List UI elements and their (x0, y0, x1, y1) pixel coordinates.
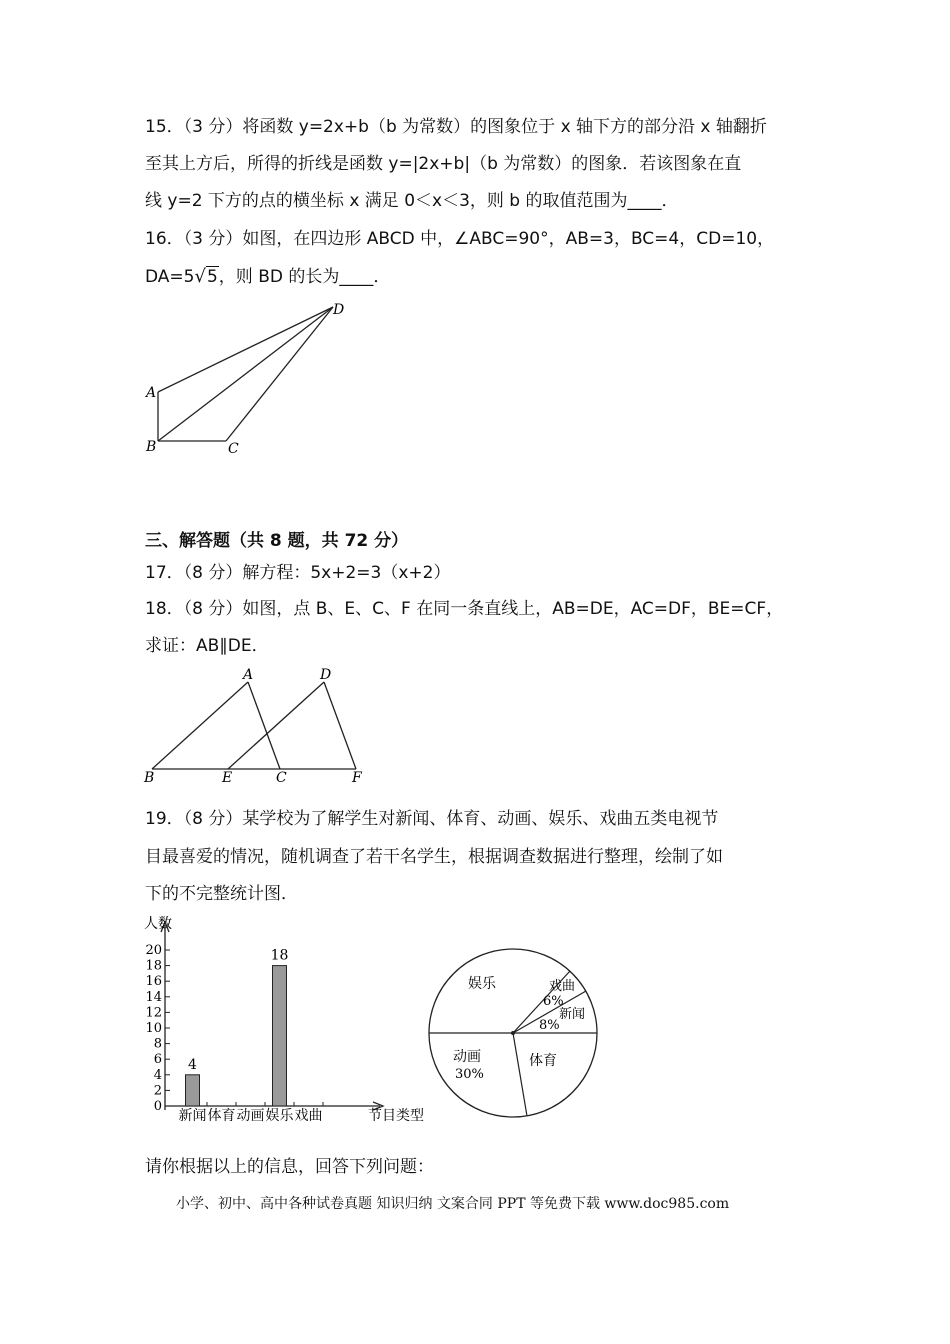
y-tick-label: 10 (145, 1021, 162, 1036)
y-tick-label: 12 (145, 1005, 162, 1021)
q16-quadrilateral-figure (140, 295, 360, 465)
y-tick-label: 6 (153, 1052, 162, 1068)
category-label: 戏曲 (294, 1108, 323, 1124)
q17-line-1: 17．（8 分）解方程：5x+2=3（x+2） (145, 563, 451, 583)
label-a: A (146, 385, 157, 401)
q18-line-2: 求证：AB∥DE． (145, 636, 269, 656)
q19-after-text: 请你根据以上的信息，回答下列问题： (145, 1157, 434, 1177)
label-f: F (352, 770, 362, 786)
q16-da-prefix: DA=5 (145, 267, 195, 287)
q19-line-3: 下的不完整统计图． (145, 884, 298, 904)
y-tick-label: 8 (153, 1036, 162, 1052)
q18-line-1: 18．（8 分）如图，点 B、E、C、F 在同一条直线上，AB=DE，AC=DF，BE=CF， (145, 599, 784, 619)
slice-label-donghua: 动画 (453, 1049, 481, 1065)
pie-divider-4 (513, 1033, 527, 1116)
sqrt-symbol: √ (194, 266, 206, 287)
y-tick-label: 14 (145, 989, 162, 1005)
label-b: B (144, 770, 155, 786)
bar (273, 966, 287, 1106)
bar-data-label: 4 (188, 1056, 197, 1073)
y-tick-label: 16 (145, 974, 162, 990)
y-tick-label: 0 (153, 1099, 162, 1114)
label-c: C (228, 441, 239, 457)
bar (186, 1075, 200, 1106)
category-label: 新闻 (178, 1108, 207, 1124)
y-tick-label: 18 (145, 958, 162, 974)
label-e: E (222, 770, 233, 786)
q18-triangles-figure (140, 665, 380, 790)
q16-line-1: 16．（3 分）如图，在四边形 ABCD 中，∠ABC=90°，AB=3，BC=4，CD=10， (145, 229, 775, 249)
section-3-title: 三、解答题（共 8 题，共 72 分） (145, 531, 409, 551)
edge-da (158, 307, 333, 392)
segment-df (324, 682, 356, 769)
q16-line-2 (145, 268, 390, 286)
q15-line-2: 至其上方后，所得的折线是函数 y=|2x+b|（b 为常数）的图象．若该图象在直 (145, 154, 742, 174)
edge-cd (226, 307, 333, 441)
slice-label-tiyu: 体育 (529, 1053, 557, 1069)
x-axis-label: 节目类型 (368, 1108, 424, 1124)
y-tick-label: 4 (153, 1067, 162, 1083)
sqrt-radicand: 5 (206, 267, 218, 287)
category-label: 娱乐 (265, 1108, 294, 1124)
q19-line-2: 目最喜爱的情况，随机调查了若干名学生，根据调查数据进行整理，绘制了如 (145, 847, 723, 867)
q15-line-3: 线 y=2 下方的点的横坐标 x 满足 0＜x＜3，则 b 的取值范围为____． (145, 191, 679, 211)
label-a: A (243, 667, 254, 683)
label-d: D (333, 302, 345, 318)
bar-data-label: 18 (270, 947, 289, 964)
q16-line-2-suffix: ，则 BD 的长为____． (218, 267, 391, 287)
slice-label-xiqu: 戏曲 (549, 979, 576, 994)
slice-pct-xiqu: 6% (543, 994, 564, 1009)
category-label: 体育 (207, 1108, 236, 1124)
segment-ab (152, 682, 248, 769)
q15-line-1: 15．（3 分）将函数 y=2x+b（b 为常数）的图象位于 x 轴下方的部分沿 x 轴翻折 (145, 117, 767, 137)
label-c: C (276, 770, 287, 786)
page-footer: 小学、初中、高中各种试卷真题 知识归纳 文案合同 PPT 等免费下载 www.doc985.com (176, 1196, 730, 1212)
label-d: D (320, 667, 332, 683)
bar-chart (140, 910, 430, 1130)
diagonal-bd (158, 307, 333, 441)
pie-chart (425, 945, 605, 1125)
slice-pct-xinwen: 8% (539, 1018, 560, 1033)
q19-line-1: 19．（8 分）某学校为了解学生对新闻、体育、动画、娱乐、戏曲五类电视节 (145, 809, 719, 829)
category-label: 动画 (236, 1108, 265, 1124)
y-axis-label: 人数 (144, 916, 172, 932)
slice-label-yule: 娱乐 (468, 976, 496, 992)
y-tick-label: 2 (153, 1083, 162, 1099)
segment-de (228, 682, 324, 769)
y-tick-label: 20 (145, 943, 162, 958)
slice-pct-donghua: 30% (455, 1067, 484, 1082)
pie-center-dot (511, 1031, 515, 1035)
slice-label-xinwen: 新闻 (559, 1007, 586, 1022)
label-b: B (146, 439, 157, 455)
